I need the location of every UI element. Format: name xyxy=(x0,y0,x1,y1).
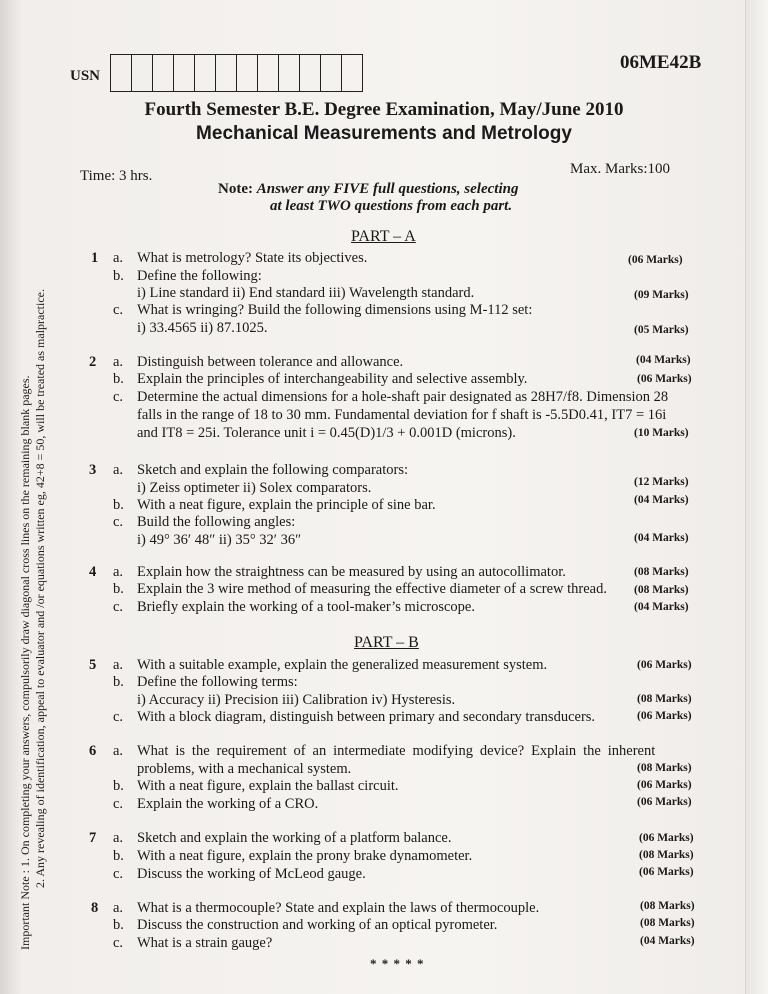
marks: (06 Marks) xyxy=(637,796,692,808)
question-text: i) Accuracy ii) Precision iii) Calibration iv) Hysteresis. xyxy=(137,692,456,708)
sub-label: b. xyxy=(113,778,124,794)
side-important-note: Important Note : 1. On completing your answers, compulsorily draw diagonal cross lines on the remaining blank pages. 2. Any revealing of identification, appeal to evaluator and /or equations written eg, 42+8 = 50, will be treated as malpractice. xyxy=(18,288,47,950)
marks: (04 Marks) xyxy=(634,494,689,506)
sub-label: c. xyxy=(113,599,124,615)
sub-label: c. xyxy=(113,302,124,318)
marks: (08 Marks) xyxy=(634,566,689,578)
marks: (08 Marks) xyxy=(637,762,692,774)
sub-label: c. xyxy=(113,935,124,951)
question-text: What is the requirement of an intermediate modifying device? Explain the inherent xyxy=(137,743,656,759)
sub-label: a. xyxy=(113,250,124,266)
sub-label: a. xyxy=(113,743,124,759)
question-text: With a neat figure, explain the ballast circuit. xyxy=(137,778,399,794)
question-text: problems, with a mechanical system. xyxy=(137,761,352,777)
sub-label: a. xyxy=(113,657,124,673)
question-number: 3 xyxy=(89,462,97,478)
question-text: What is wringing? Build the following dimensions using M-112 set: xyxy=(137,302,533,318)
question-text: Build the following angles: xyxy=(137,514,296,530)
max-marks-label: Max. Marks:100 xyxy=(570,161,670,177)
question-text: i) 49° 36′ 48″ ii) 35° 32′ 36″ xyxy=(137,532,302,548)
sub-label: b. xyxy=(113,674,124,690)
marks: (06 Marks) xyxy=(637,373,692,385)
marks: (06 Marks) xyxy=(639,832,694,844)
marks: (06 Marks) xyxy=(637,779,692,791)
marks: (08 Marks) xyxy=(640,900,695,912)
marks: (05 Marks) xyxy=(634,324,689,336)
page-edge xyxy=(745,0,768,994)
marks: (06 Marks) xyxy=(637,710,692,722)
marks: (04 Marks) xyxy=(634,532,689,544)
question-number: 1 xyxy=(91,250,99,266)
sub-label: b. xyxy=(113,917,124,933)
question-text: What is metrology? State its objectives. xyxy=(137,250,368,266)
question-text: Explain how the straightness can be measured by using an autocollimator. xyxy=(137,564,566,580)
marks: (08 Marks) xyxy=(634,584,689,596)
sub-label: b. xyxy=(113,497,124,513)
question-text: i) 33.4565 ii) 87.1025. xyxy=(137,320,268,336)
sub-label: c. xyxy=(113,796,124,812)
note-line-1: Note: Answer any FIVE full questions, selecting xyxy=(218,181,519,197)
marks: (08 Marks) xyxy=(639,849,694,861)
question-text: Distinguish between tolerance and allowance. xyxy=(137,354,404,370)
sub-label: c. xyxy=(113,709,124,725)
sub-label: a. xyxy=(113,830,124,846)
sub-label: b. xyxy=(113,371,124,387)
question-text: i) Zeiss optimeter ii) Solex comparators. xyxy=(137,480,372,496)
question-text: Explain the principles of interchangeability and selective assembly. xyxy=(137,371,528,387)
marks: (10 Marks) xyxy=(634,427,689,439)
question-text: and IT8 = 25i. Tolerance unit i = 0.45(D)1/3 + 0.001D (microns). xyxy=(137,425,516,441)
subject-title: Mechanical Measurements and Metrology xyxy=(196,123,572,144)
question-text: Define the following: xyxy=(137,268,262,284)
usn-boxes xyxy=(110,54,363,92)
question-text: With a neat figure, explain the principle of sine bar. xyxy=(137,497,436,513)
question-text: Determine the actual dimensions for a hole-shaft pair designated as 28H7/f8. Dimension 28 xyxy=(137,389,669,405)
marks: (12 Marks) xyxy=(634,476,689,488)
sub-label: a. xyxy=(113,354,124,370)
exam-title: Fourth Semester B.E. Degree Examination, May/June 2010 xyxy=(144,99,624,120)
question-text: With a neat figure, explain the prony brake dynamometer. xyxy=(137,848,473,864)
sub-label: c. xyxy=(113,866,124,882)
question-number: 8 xyxy=(91,900,99,916)
marks: (04 Marks) xyxy=(640,935,695,947)
sub-label: b. xyxy=(113,848,124,864)
question-text: Briefly explain the working of a tool-maker’s microscope. xyxy=(137,599,475,615)
part-b-heading: PART – B xyxy=(354,634,419,651)
marks: (06 Marks) xyxy=(637,659,692,671)
sub-label: a. xyxy=(113,900,124,916)
marks: (08 Marks) xyxy=(637,693,692,705)
sub-label: a. xyxy=(113,564,124,580)
question-number: 7 xyxy=(89,830,97,846)
marks: (09 Marks) xyxy=(634,289,689,301)
question-text: i) Line standard ii) End standard iii) Wavelength standard. xyxy=(137,285,475,301)
marks: (04 Marks) xyxy=(634,601,689,613)
usn-label: USN xyxy=(70,68,101,84)
question-text: Explain the working of a CRO. xyxy=(137,796,319,812)
question-number: 5 xyxy=(89,657,97,673)
question-text: What is a strain gauge? xyxy=(137,935,273,951)
paper-code: 06ME42B xyxy=(620,52,702,73)
sub-label: c. xyxy=(113,514,124,530)
sub-label: a. xyxy=(113,462,124,478)
marks: (04 Marks) xyxy=(636,354,691,366)
marks: (08 Marks) xyxy=(640,917,695,929)
sub-label: b. xyxy=(113,268,124,284)
question-text: Define the following terms: xyxy=(137,674,298,690)
question-text: Explain the 3 wire method of measuring the effective diameter of a screw thread. xyxy=(137,581,607,597)
question-text: With a suitable example, explain the generalized measurement system. xyxy=(137,657,548,673)
part-a-heading: PART – A xyxy=(351,228,416,245)
question-text: With a block diagram, distinguish between primary and secondary transducers. xyxy=(137,709,596,725)
sub-label: b. xyxy=(113,581,124,597)
question-text: falls in the range of 18 to 30 mm. Fundamental deviation for f shaft is -5.5D0.41, IT7 = 16i xyxy=(137,407,667,423)
time-label: Time: 3 hrs. xyxy=(80,168,153,184)
end-of-paper-stars: * * * * * xyxy=(370,956,425,971)
question-text: Discuss the working of McLeod gauge. xyxy=(137,866,366,882)
marks: (06 Marks) xyxy=(639,866,694,878)
sub-label: c. xyxy=(113,389,124,405)
marks: (06 Marks) xyxy=(628,254,683,266)
question-text: Sketch and explain the following comparators: xyxy=(137,462,408,478)
question-text: What is a thermocouple? State and explain the laws of thermocouple. xyxy=(137,900,540,916)
question-number: 2 xyxy=(89,354,97,370)
question-number: 4 xyxy=(89,564,97,580)
question-number: 6 xyxy=(89,743,97,759)
question-text: Sketch and explain the working of a platform balance. xyxy=(137,830,452,846)
note-line-2: at least TWO questions from each part. xyxy=(270,198,513,214)
question-text: Discuss the construction and working of an optical pyrometer. xyxy=(137,917,498,933)
